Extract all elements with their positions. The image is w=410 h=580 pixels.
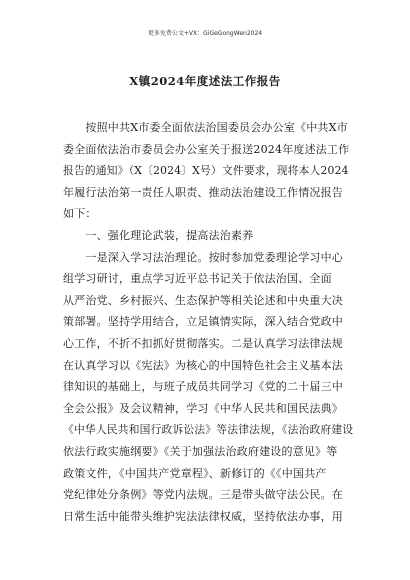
body-line: 《中华人民共和国行政诉讼法》等法律法规，《法治政府建设 <box>63 423 354 437</box>
body-line: 策部署。坚持学用结合，立足镇情实际，深入结合党政中 <box>63 315 343 329</box>
body-line: 律知识的基础上，与班子成员共同学习《党的二十届三中 <box>63 380 343 394</box>
body-line: 委全面依法治市委员会办公室关于报送2024年度述法工作 <box>63 142 350 156</box>
section-heading: 一、强化理论武装，提高法治素养 <box>63 228 254 242</box>
body-line: 政策文件，《中国共产党章程》、新修订的《《中国共产 <box>63 466 327 480</box>
body-line: 在认真学习以《宪法》为核心的中国特色社会主义基本法 <box>63 358 343 372</box>
body-line: 按照中共X市委全面依法治国委员会办公室《中共X市 <box>63 121 348 134</box>
body-line: 依法行政实施纲要》《关于加强法治政府建设的意见》等 <box>63 444 338 458</box>
body-line: 日常生活中能带头维护宪法法律权威，坚持依法办事，用 <box>63 509 343 523</box>
page-title: X镇2024年度述法工作报告 <box>129 74 281 88</box>
body-line: 心工作，不折不扣抓好贯彻落实。二是认真学习法律法规 <box>63 336 343 350</box>
body-line: 全会公报》及会议精神，学习《中华人民共和国民法典》 <box>63 401 343 415</box>
body-line: 组学习研讨，重点学习近平总书记关于依法治国、全面 <box>63 272 332 286</box>
body-line: 党纪律处分条例》等党内法规。三是带头做守法公民。在 <box>63 488 343 502</box>
body-line: 一是深入学习法治理论。按时参加党委理论学习中心 <box>63 250 343 264</box>
body-line: 从严治党、乡村振兴、生态保护等相关论述和中央重大决 <box>63 293 343 307</box>
report-body <box>63 117 353 527</box>
body-line: 年履行法治第一责任人职责、推动法治建设工作情况报告 <box>63 185 343 199</box>
header-note: 更多免费公文+VX：GiGeGongWen2024 <box>147 30 263 37</box>
body-line: 报告的通知》（X〔2024〕X号）文件要求，现将本人2024 <box>63 164 349 178</box>
body-line: 如下： <box>63 207 97 221</box>
